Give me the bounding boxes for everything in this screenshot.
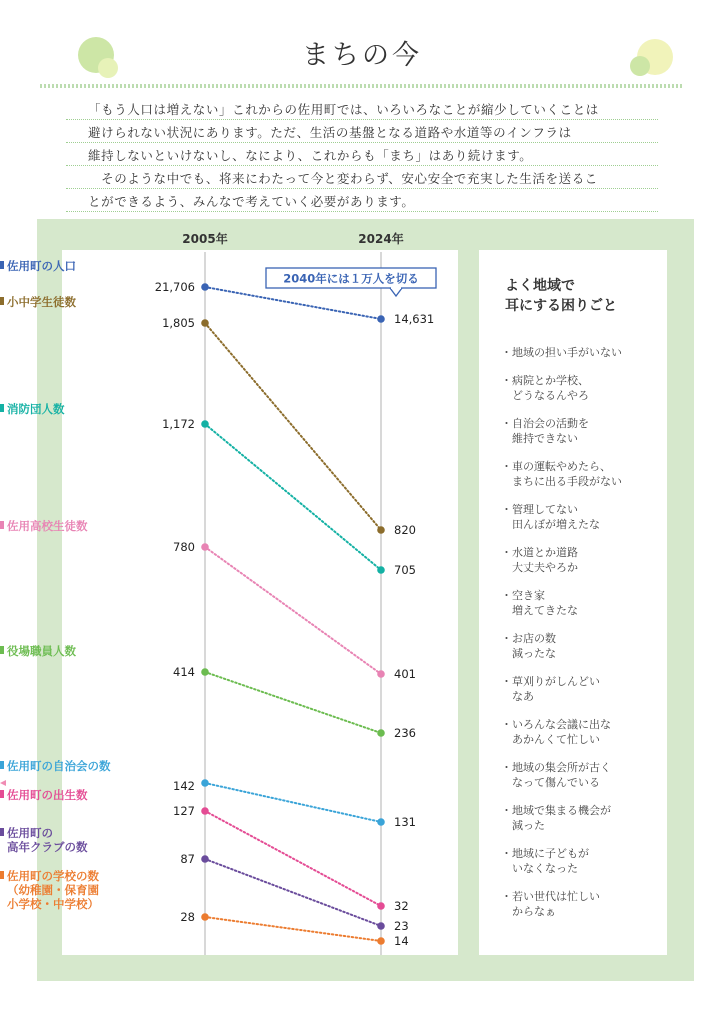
- value-label-2005: 21,706: [154, 280, 195, 294]
- worry-text: ・いろんな会議に出な: [501, 718, 611, 731]
- worry-item: [501, 803, 611, 833]
- intro-divider: [66, 119, 658, 120]
- series-line: [205, 783, 381, 822]
- page-title: まちの今: [302, 40, 422, 71]
- value-label-2005: 414: [173, 665, 195, 679]
- worry-text: からなぁ: [512, 905, 556, 918]
- data-point: [201, 543, 209, 551]
- worry-text: ・車の運転やめたら、: [501, 460, 611, 473]
- data-point: [377, 566, 385, 574]
- worry-item: [501, 416, 589, 446]
- value-label-2005: 1,172: [162, 417, 195, 431]
- decline-chart: [7, 250, 458, 955]
- data-point: [201, 807, 209, 815]
- worry-text: あかんくて忙しい: [512, 733, 600, 746]
- series-1: [0, 295, 416, 537]
- data-point: [201, 668, 209, 676]
- worry-text: 大丈夫やろか: [512, 561, 578, 574]
- data-point: [201, 779, 209, 787]
- data-point: [201, 283, 209, 291]
- legend-marker: [0, 521, 4, 529]
- series-2: [0, 402, 416, 577]
- worry-item: [501, 459, 622, 489]
- worries-title: [505, 276, 617, 316]
- worry-item: [501, 345, 622, 360]
- worry-text: ・地域の担い手がいない: [501, 346, 622, 359]
- value-label-2024: 401: [394, 667, 416, 681]
- series-8: [0, 869, 409, 948]
- worry-text: ・自治会の活動を: [501, 417, 589, 430]
- worry-item: [501, 674, 600, 704]
- series-line: [205, 287, 381, 319]
- x-tick-label: 2024年: [358, 232, 404, 246]
- value-label-2005: 142: [173, 779, 195, 793]
- value-label-2024: 236: [394, 726, 416, 740]
- chart-svg: [7, 250, 458, 955]
- worry-text: なあ: [512, 690, 534, 703]
- series-line: [205, 917, 381, 941]
- value-label-2024: 23: [394, 919, 409, 933]
- annotation-callout: [266, 268, 436, 296]
- data-point: [201, 913, 209, 921]
- worry-text: 減った: [512, 819, 545, 832]
- worry-text: ・管理してない: [501, 503, 578, 516]
- title-rule: [40, 84, 684, 88]
- series-line: [205, 859, 381, 926]
- data-point: [377, 937, 385, 945]
- series-name: 佐用町の出生数: [7, 788, 88, 802]
- worry-text: どうなるんやろ: [512, 389, 589, 402]
- worry-text: ・空き家: [501, 589, 545, 602]
- data-point: [377, 818, 385, 826]
- worries-title-line2: 耳にする困りごと: [505, 298, 617, 314]
- worry-text: いなくなった: [512, 862, 578, 875]
- data-point: [377, 922, 385, 930]
- data-point: [377, 315, 385, 323]
- intro-divider: [66, 165, 658, 166]
- series-line: [205, 672, 381, 733]
- intro-line: 避けられない状況にあります。ただ、生活の基盤となる道路や水道等のインフラは: [88, 125, 572, 140]
- worry-text: ・お店の数: [501, 632, 556, 645]
- value-label-2005: 127: [173, 804, 195, 818]
- worry-text: ・地域で集まる機会が: [501, 804, 611, 817]
- value-label-2024: 14,631: [394, 312, 435, 326]
- series-name: 役場職員人数: [7, 644, 76, 658]
- worry-text: 減ったな: [512, 647, 556, 660]
- series-name: 佐用高校生徒数: [7, 519, 88, 533]
- data-point: [377, 670, 385, 678]
- worry-text: まちに出る手段がない: [512, 475, 622, 488]
- worry-item: [501, 631, 556, 661]
- callout-pointer: [390, 288, 402, 296]
- series-name: 小学校・中学校）: [7, 897, 99, 911]
- data-point: [201, 420, 209, 428]
- intro-divider: [66, 211, 658, 212]
- intro-line: そのような中でも、将来にわたって今と変わらず、安心安全で充実した生活を送るこ: [88, 171, 598, 186]
- value-label-2024: 131: [394, 815, 416, 829]
- series-line: [205, 547, 381, 674]
- worry-text: なって傷んでいる: [512, 776, 600, 789]
- worry-text: 維持できない: [512, 432, 578, 445]
- value-label-2005: 1,805: [162, 316, 195, 330]
- worry-item: [501, 760, 611, 790]
- intro-divider: [66, 188, 658, 189]
- worry-item: [501, 846, 589, 876]
- intro-line: 維持しないといけないし、なにより、これからも「まち」はあり続けます。: [88, 148, 533, 163]
- series-name: 佐用町の: [7, 826, 53, 840]
- worry-text: ・地域に子どもが: [501, 847, 589, 860]
- legend-marker: [0, 790, 4, 798]
- left-arrow-icon: [0, 780, 6, 786]
- worries-card: [479, 250, 667, 955]
- worry-text: ・地域の集会所が古く: [501, 761, 611, 774]
- data-point: [377, 902, 385, 910]
- series-name: （幼稚園・保育園: [7, 883, 99, 897]
- series-name: 佐用町の学校の数: [7, 869, 99, 883]
- worry-item: [501, 373, 589, 403]
- value-label-2005: 28: [180, 910, 195, 924]
- legend-marker: [0, 297, 4, 305]
- value-label-2005: 780: [173, 540, 195, 554]
- worry-item: [501, 545, 578, 575]
- legend-marker: [0, 871, 4, 879]
- legend-marker: [0, 404, 4, 412]
- series-name: 消防団人数: [7, 402, 65, 416]
- data-point: [201, 319, 209, 327]
- series-line: [205, 323, 381, 530]
- worry-text: ・若い世代は忙しい: [501, 890, 600, 903]
- value-label-2005: 87: [180, 852, 195, 866]
- worry-item: [501, 717, 611, 747]
- legend-marker: [0, 828, 4, 836]
- series-name: 小中学生徒数: [7, 295, 76, 309]
- annotation-label: 2040年には１万人を切る: [283, 271, 419, 286]
- worry-text: ・病院とか学校、: [501, 374, 589, 387]
- value-label-2024: 14: [394, 934, 409, 948]
- series-line: [205, 424, 381, 570]
- data-point: [201, 855, 209, 863]
- data-point: [377, 526, 385, 534]
- value-label-2024: 820: [394, 523, 416, 537]
- worry-item: [501, 502, 600, 532]
- intro-divider: [66, 142, 658, 143]
- worry-item: [501, 588, 578, 618]
- data-point: [377, 729, 385, 737]
- series-4: [0, 644, 416, 740]
- legend-marker: [0, 761, 4, 769]
- worry-text: 田んぼが増えたな: [512, 518, 600, 531]
- x-tick-label: 2005年: [182, 232, 228, 246]
- legend-marker: [0, 261, 4, 269]
- intro-line: とができるよう、みんなで考えていく必要があります。: [88, 194, 415, 209]
- series-name: 高年クラブの数: [7, 840, 88, 854]
- legend-marker: [0, 646, 4, 654]
- series-name: 佐用町の人口: [7, 259, 76, 273]
- worry-text: ・草刈りがしんどい: [501, 675, 600, 688]
- intro-line: 「もう人口は増えない」これからの佐用町では、いろいろなことが縮少していくことは: [88, 102, 599, 117]
- worry-item: [501, 889, 600, 919]
- series-name: 佐用町の自治会の数: [7, 759, 111, 773]
- worries-title-line1: よく地域で: [505, 278, 575, 294]
- worry-text: ・水道とか道路: [501, 546, 578, 559]
- value-label-2024: 32: [394, 899, 409, 913]
- value-label-2024: 705: [394, 563, 416, 577]
- worry-text: 増えてきたな: [512, 604, 578, 617]
